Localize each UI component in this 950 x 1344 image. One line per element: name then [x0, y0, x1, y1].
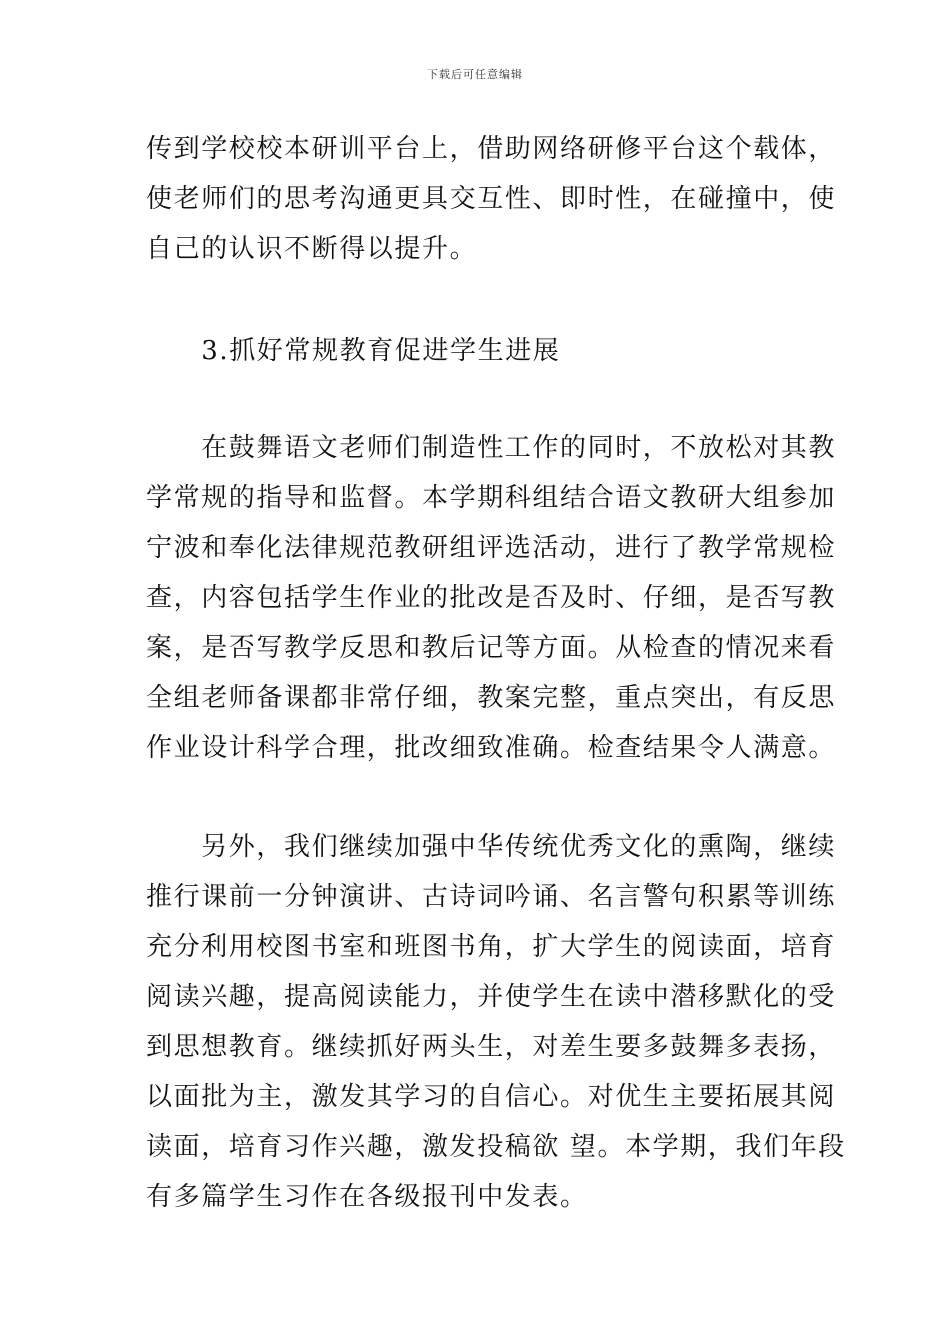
- text-line: 以面批为主，激发其学习的自信心。对优生主要拓展其阅: [146, 1082, 837, 1112]
- text-line: 自己的认识不断得以提升。: [146, 234, 478, 264]
- text-line: 全组老师备课都非常仔细，教案完整，重点突出，有反思: [146, 683, 837, 713]
- text-line: 传到学校校本研训平台上，借助网络研修平台这个载体，: [146, 134, 837, 164]
- text-line: 使老师们的思考沟通更具交互性、即时性，在碰撞中，使: [146, 184, 837, 214]
- text-line: 案，是否写教学反思和教后记等方面。从检查的情况来看: [146, 633, 837, 663]
- text-line: 到思想教育。继续抓好两头生，对差生要多鼓舞多表扬，: [146, 1032, 837, 1062]
- section-heading: 3.抓好常规教育促进学生进展: [146, 336, 561, 366]
- text-line: 推行课前一分钟演讲、古诗词吟诵、名言警句积累等训练: [146, 882, 837, 912]
- text-line: 查，内容包括学生作业的批改是否及时、仔细，是否写教: [146, 583, 837, 613]
- text-line: 学常规的指导和监督。本学期科组结合语文教研大组参加: [146, 483, 837, 513]
- text-line: 在鼓舞语文老师们制造性工作的同时，不放松对其教: [146, 433, 837, 463]
- text-line: 充分利用校图书室和班图书角，扩大学生的阅读面，培育: [146, 932, 837, 962]
- text-line: 宁波和奉化法律规范教研组评选活动，进行了教学常规检: [146, 533, 837, 563]
- text-line: 另外，我们继续加强中华传统优秀文化的熏陶，继续: [146, 832, 837, 862]
- text-line: 读面，培育习作兴趣，激发投稿欲 望。本学期，我们年段: [146, 1132, 846, 1162]
- text-line: 阅读兴趣，提高阅读能力，并使学生在读中潜移默化的受: [146, 982, 837, 1012]
- page-header: 下载后可任意编辑: [427, 68, 523, 81]
- text-line: 作业设计科学合理，批改细致准确。检查结果令人满意。: [146, 733, 837, 763]
- text-line: 有多篇学生习作在各级报刊中发表。: [146, 1182, 588, 1212]
